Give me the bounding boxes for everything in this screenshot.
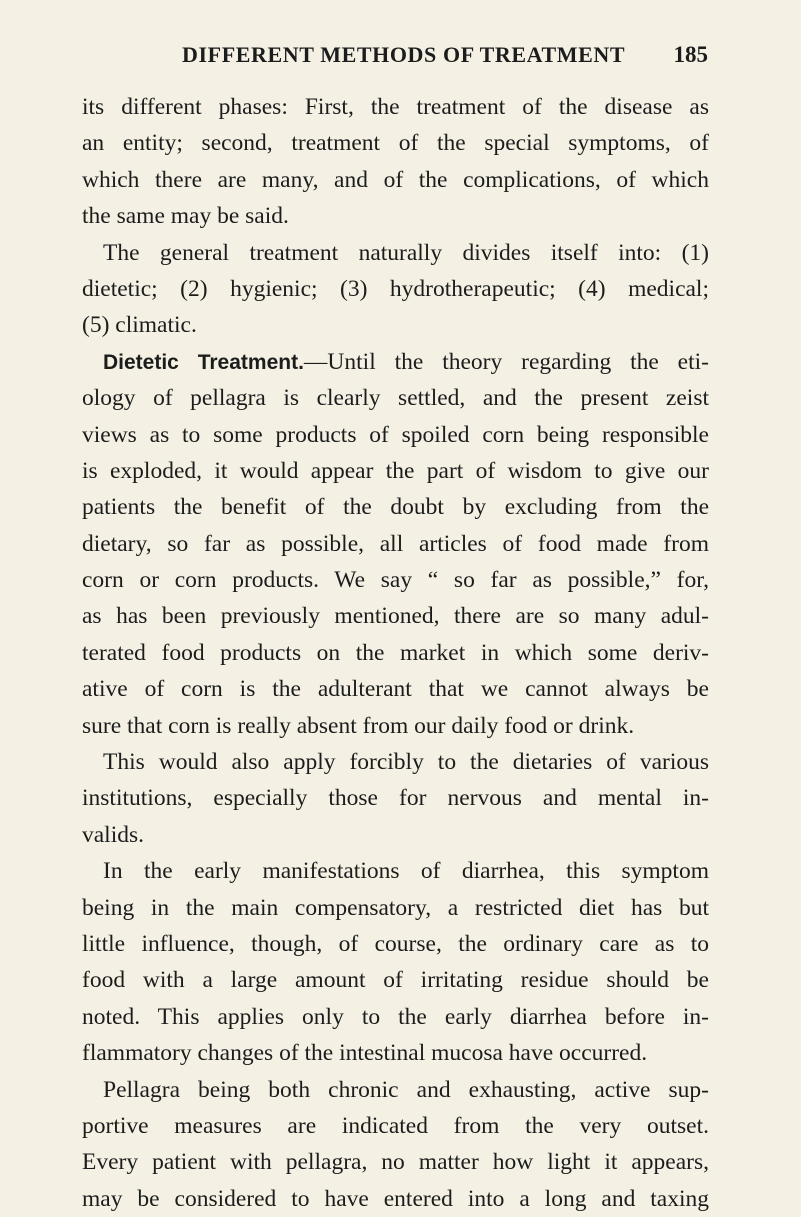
- text-line: (5) climatic.: [82, 312, 197, 339]
- text-line: institutions, especially those for nervous and mental in-: [82, 785, 709, 812]
- text-line: is exploded, it would appear the part of wisdom to give our: [82, 457, 709, 484]
- text-line: portive measures are indicated from the very outset.: [82, 1112, 709, 1139]
- running-title: DIFFERENT METHODS OF TREATMENT: [182, 42, 626, 67]
- text-line: The general treatment naturally divides itself into: (1): [103, 239, 709, 266]
- text-line: patients the benefit of the doubt by excluding from the: [82, 494, 709, 521]
- text-line: terated food products on the market in which some deriv-: [82, 639, 709, 666]
- text-span: —Until the theory regarding the eti-: [303, 348, 709, 375]
- text-line: views as to some products of spoiled corn being responsible: [82, 421, 709, 448]
- text-line: valids.: [82, 821, 145, 848]
- text-line: flammatory changes of the intestinal mucosa have occurred.: [82, 1040, 648, 1067]
- text-line: may be considered to have entered into a long and taxing: [82, 1185, 709, 1212]
- text-line: food with a large amount of irritating residue should be: [82, 967, 709, 994]
- text-line: ative of corn is the adulterant that we cannot always be: [82, 676, 709, 703]
- text-line: the same may be said.: [82, 203, 289, 230]
- body-text: [82, 89, 709, 1217]
- text-line: sure that corn is really absent from our daily food or drink.: [82, 712, 635, 739]
- text-line: corn or corn products. We say “ so far as possible,” for,: [82, 567, 709, 594]
- text-line: little influence, though, of course, the ordinary care as to: [82, 930, 709, 957]
- text-line: an entity; second, treatment of the special symptoms, of: [82, 130, 709, 157]
- text-line: dietetic; (2) hygienic; (3) hydrotherapeutic; (4) medical;: [82, 275, 709, 302]
- text-line: ology of pellagra is clearly settled, and the present zeist: [82, 385, 709, 412]
- text-line: In the early manifestations of diarrhea, this symptom: [103, 858, 709, 885]
- page-number: 185: [673, 42, 708, 67]
- text-line: Pellagra being both chronic and exhausting, active sup-: [103, 1076, 709, 1103]
- text-line: Every patient with pellagra, no matter how light it appears,: [82, 1149, 709, 1176]
- text-line: This would also apply forcibly to the dietaries of various: [103, 749, 709, 776]
- text-line: as has been previously mentioned, there are so many adul-: [82, 603, 709, 630]
- text-line: dietary, so far as possible, all articles of food made from: [82, 530, 709, 557]
- text-line: which there are many, and of the complications, of which: [82, 166, 709, 193]
- text-line: noted. This applies only to the early diarrhea before in-: [82, 1003, 709, 1030]
- text-line: being in the main compensatory, a restricted diet has but: [82, 894, 709, 921]
- section-heading-line: [82, 344, 709, 380]
- running-head: [82, 42, 710, 82]
- text-line: its different phases: First, the treatment of the disease as: [82, 94, 709, 120]
- section-heading: Dietetic Treatment.: [103, 350, 304, 374]
